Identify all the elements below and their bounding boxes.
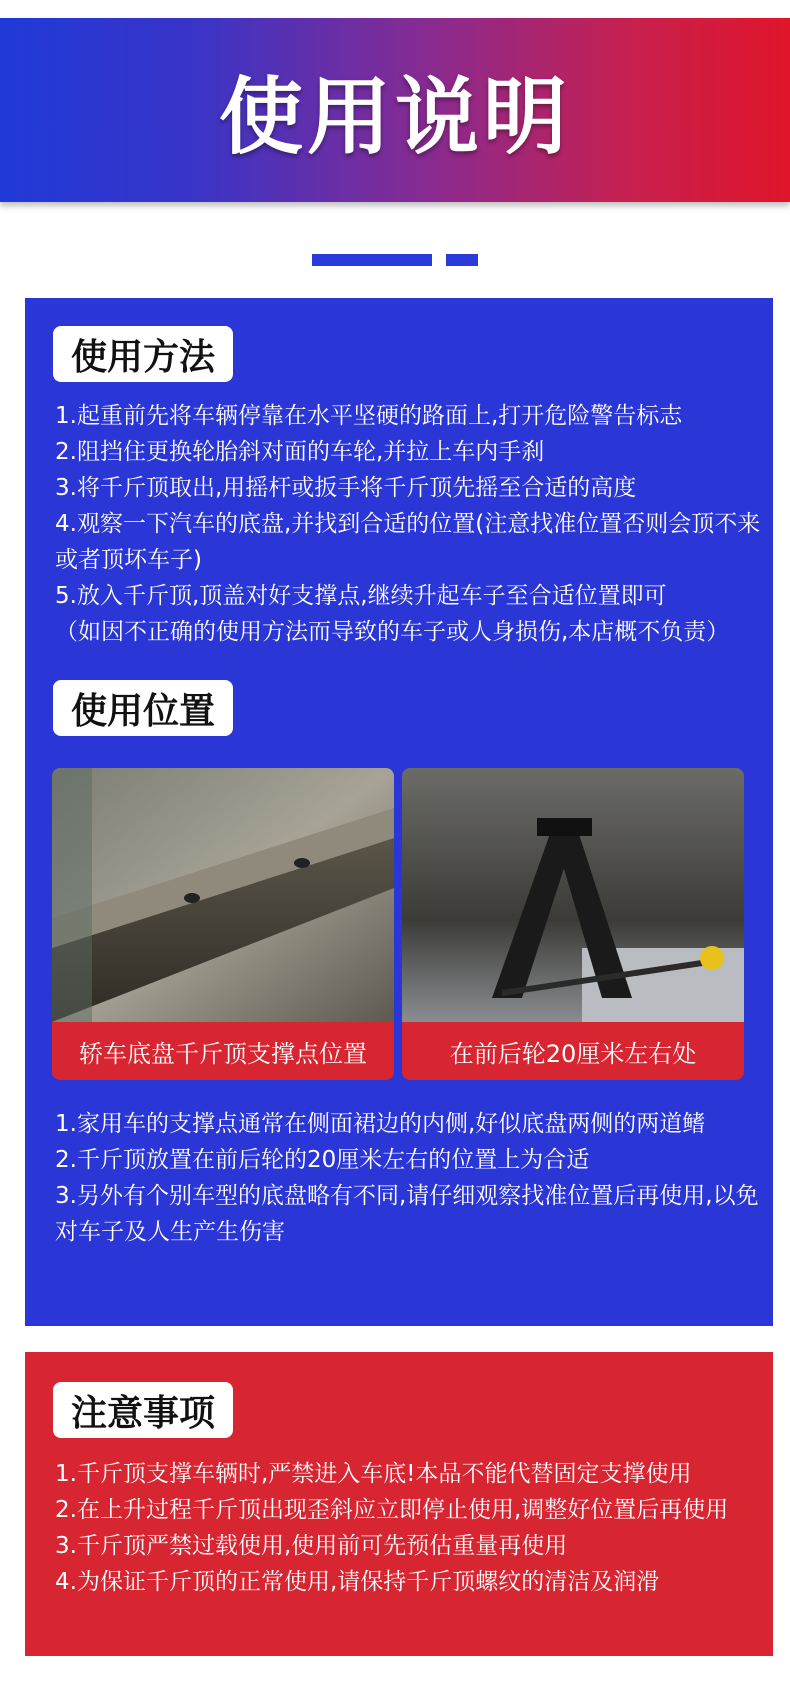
notes-item: 3.千斤顶严禁过载使用,使用前可先预估重量再使用 <box>55 1533 568 1559</box>
notes-panel <box>25 1352 773 1656</box>
usage-position-item: 3.另外有个别车型的底盘略有不同,请仔细观察找准位置后再使用,以免对车子及人生产生伤害 <box>55 1183 759 1245</box>
usage-position-list <box>55 1106 763 1250</box>
usage-position-item: 1.家用车的支撑点通常在侧面裙边的内侧,好似底盘两侧的两道鳍 <box>55 1111 706 1137</box>
scissor-jack-photo-icon <box>402 768 744 1022</box>
notes-item: 1.千斤顶支撑车辆时,严禁进入车底!本品不能代替固定支撑使用 <box>55 1461 692 1487</box>
photo-jack-position <box>402 768 744 1080</box>
usage-method-list <box>55 398 763 650</box>
car-chassis-photo-icon <box>52 768 394 1022</box>
usage-disclaimer: （如因不正确的使用方法而导致的车子或人身损伤,本店概不负责） <box>55 619 730 645</box>
usage-method-item: 2.阻挡住更换轮胎斜对面的车轮,并拉上车内手刹 <box>55 439 545 465</box>
usage-method-item: 4.观察一下汽车的底盘,并找到合适的位置(注意找准位置否则会顶不来或者顶坏车子) <box>55 511 761 573</box>
photo-caption: 轿车底盘千斤顶支撑点位置 <box>52 1022 394 1080</box>
usage-method-item: 1.起重前先将车辆停靠在水平坚硬的路面上,打开危险警告标志 <box>55 403 683 429</box>
usage-panel <box>25 298 773 1326</box>
notes-item: 4.为保证千斤顶的正常使用,请保持千斤顶螺纹的清洁及润滑 <box>55 1569 660 1595</box>
section-title-usage-method: 使用方法 <box>53 326 233 382</box>
header-banner <box>0 18 790 202</box>
usage-method-item: 5.放入千斤顶,顶盖对好支撑点,继续升起车子至合适位置即可 <box>55 583 667 609</box>
decorative-bar-long <box>312 254 432 266</box>
notes-item: 2.在上升过程千斤顶出现歪斜应立即停止使用,调整好位置后再使用 <box>55 1497 729 1523</box>
photo-chassis-support-point <box>52 768 394 1080</box>
usage-method-item: 3.将千斤顶取出,用摇杆或扳手将千斤顶先摇至合适的高度 <box>55 475 637 501</box>
usage-position-item: 2.千斤顶放置在前后轮的20厘米左右的位置上为合适 <box>55 1147 590 1173</box>
section-title-notes: 注意事项 <box>53 1382 233 1438</box>
photo-caption: 在前后轮20厘米左右处 <box>402 1022 744 1080</box>
decorative-bar-short <box>446 254 478 266</box>
page-title: 使用说明 <box>218 67 571 166</box>
notes-list <box>55 1456 763 1600</box>
section-title-usage-position: 使用位置 <box>53 680 233 736</box>
